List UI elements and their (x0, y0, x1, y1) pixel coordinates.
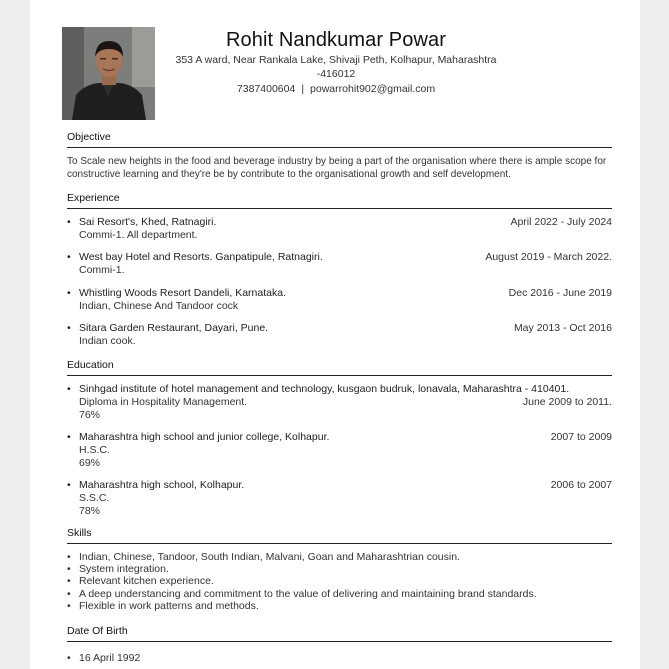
education-dates: 2007 to 2009 (550, 431, 612, 443)
experience-dates: May 2013 - Oct 2016 (513, 322, 612, 334)
candidate-name: Rohit Nandkumar Powar (226, 29, 446, 51)
section-title-skills: Skills (67, 526, 612, 544)
experience-section (67, 191, 612, 209)
bullet: • (67, 216, 71, 228)
bullet: • (67, 322, 71, 334)
email-address: powarrohit902@gmail.com (310, 83, 436, 95)
experience-role: Indian, Chinese And Tandoor cock (79, 300, 239, 312)
dob-section (67, 624, 612, 664)
dob-list (67, 652, 612, 664)
skills-section (67, 526, 612, 612)
education-score: 76% (79, 409, 101, 421)
address-line: 353 A ward, Near Rankala Lake, Shivaji Peth, Kolhapur, Maharashtra (175, 54, 497, 66)
education-entry (67, 479, 612, 518)
experience-dates: Dec 2016 - June 2019 (508, 287, 612, 299)
resume-page (30, 0, 640, 669)
experience-dates: April 2022 - July 2024 (510, 216, 612, 228)
education-section (67, 358, 612, 376)
education-school: Maharashtra high school, Kolhapur. (79, 479, 245, 491)
section-title-dob: Date Of Birth (67, 624, 612, 642)
experience-entry (67, 251, 612, 277)
education-school: Sinhgad institute of hotel management and technology, kusgaon budruk, lonavala, Maharashtra - 410401. (79, 383, 570, 395)
experience-role: Commi-1. All department. (79, 229, 198, 241)
experience-dates: August 2019 - March 2022. (485, 251, 612, 263)
objective-text: To Scale new heights in the food and beverage industry by being a part of the organisation where there is ample scope for constructive learning and they're be by contribute to the organisational growth and self development. (67, 156, 607, 180)
education-school: Maharashtra high school and junior college, Kolhapur. (79, 431, 330, 443)
profile-photo (62, 27, 155, 120)
education-course: Diploma in Hospitality Management. (79, 396, 248, 408)
education-entry (67, 431, 612, 470)
experience-entry (67, 322, 612, 348)
skill-item: • A deep understancing and commitment to the value of delivering and maintaining brand standards. (67, 588, 612, 600)
profile-photo-image (62, 27, 155, 120)
address-pincode: -416012 (316, 68, 356, 80)
bullet: • (67, 479, 71, 491)
experience-place: Sai Resort's, Khed, Ratnagiri. (79, 216, 217, 228)
dob-value: • 16 April 1992 (67, 652, 612, 664)
education-score: 78% (79, 505, 101, 517)
education-course: H.S.C. (79, 444, 110, 456)
skill-item: • Flexible in work patterns and methods. (67, 600, 612, 612)
experience-place: West bay Hotel and Resorts. Ganpatipule, Ratnagiri. (79, 251, 323, 263)
experience-place: Whistling Woods Resort Dandeli, Karnataka. (79, 287, 286, 299)
education-course: S.S.C. (79, 492, 110, 504)
education-entry (67, 383, 612, 422)
skills-list (67, 551, 612, 612)
phone-number: 7387400604 (236, 83, 296, 95)
bullet: • (67, 383, 71, 395)
bullet: • (67, 251, 71, 263)
section-title-objective: Objective (67, 130, 612, 148)
skill-item: • System integration. (67, 563, 612, 575)
education-dates: June 2009 to 2011. (522, 396, 612, 408)
bullet: • (67, 287, 71, 299)
experience-role: Commi-1. (79, 264, 125, 276)
bullet: • (67, 431, 71, 443)
contact-line (165, 82, 507, 96)
skill-item: • Relevant kitchen experience. (67, 575, 612, 587)
objective-section (67, 130, 612, 181)
section-title-education: Education (67, 358, 612, 376)
resume-header (165, 27, 507, 96)
education-score: 69% (79, 457, 101, 469)
section-title-experience: Experience (67, 191, 612, 209)
experience-entry (67, 216, 612, 242)
skill-item: • Indian, Chinese, Tandoor, South Indian, Malvani, Goan and Maharashtrian cousin. (67, 551, 612, 563)
contact-separator: | (301, 83, 305, 95)
education-dates: 2006 to 2007 (550, 479, 612, 491)
experience-role: Indian cook. (79, 335, 136, 347)
experience-place: Sitara Garden Restaurant, Dayari, Pune. (79, 322, 269, 334)
experience-entry (67, 287, 612, 313)
